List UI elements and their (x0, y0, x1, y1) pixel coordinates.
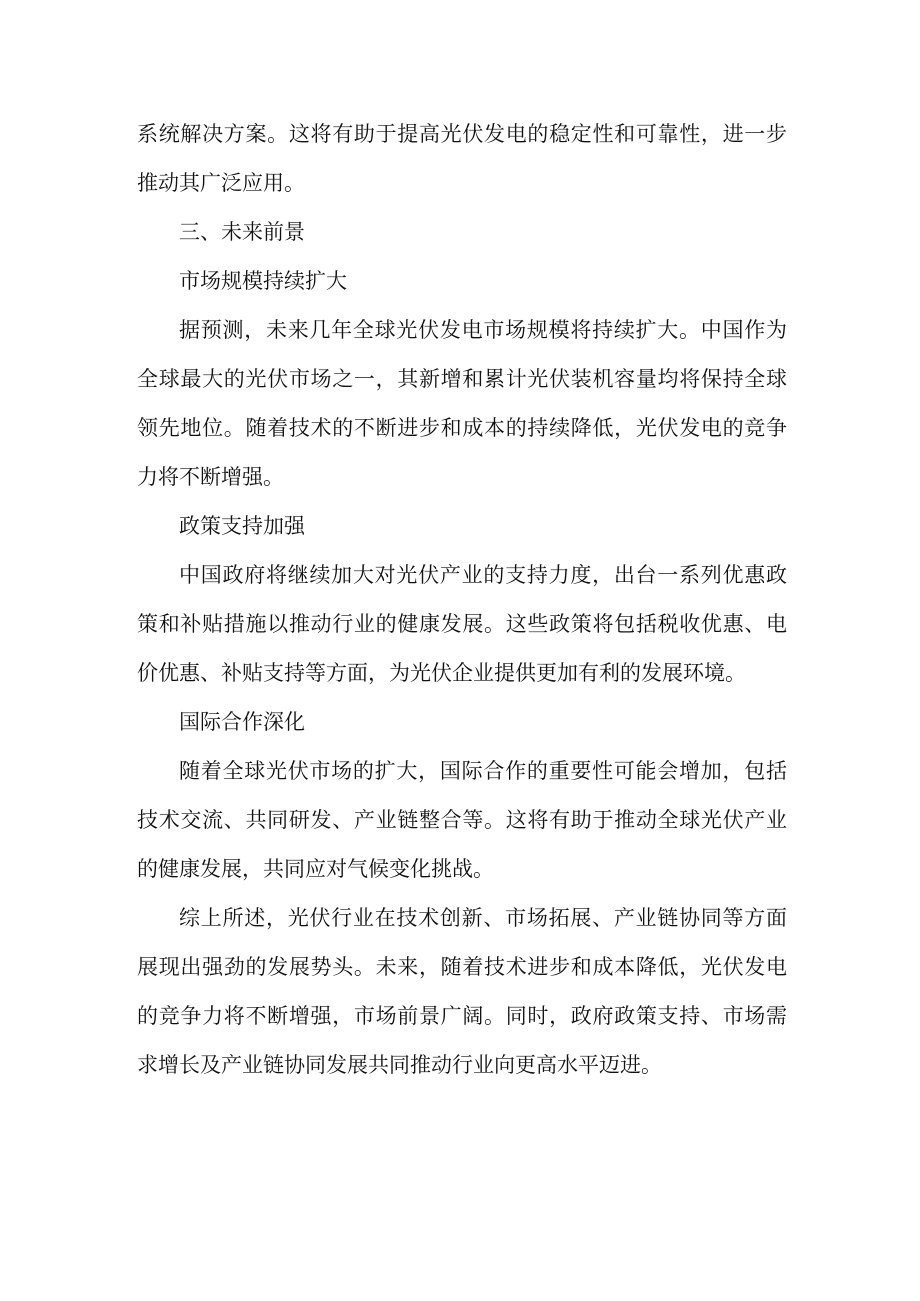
paragraph-continuation: 系统解决方案。这将有助于提高光伏发电的稳定性和可靠性，进一步推动其广泛应用。 (137, 122, 787, 195)
paragraph-summary: 综上所述，光伏行业在技术创新、市场拓展、产业链协同等方面展现出强劲的发展势头。未来，随着技术进步和成本降低，光伏发电的竞争力将不断增强，市场前景广阔。同时，政府政策支持、市场需求增长及产业链协同发展共同推动行业向更高水平迈进。 (137, 906, 787, 1077)
document-body (137, 110, 787, 1090)
subheading-policy-support: 政策支持加强 (179, 514, 305, 538)
paragraph-market-scale: 据预测，未来几年全球光伏发电市场规模将持续扩大。中国作为全球最大的光伏市场之一，其新增和累计光伏装机容量均将保持全球领先地位。随着技术的不断进步和成本的持续降低，光伏发电的竞争力将不断增强。 (137, 318, 787, 489)
section-heading-future-outlook: 三、未来前景 (179, 220, 305, 244)
subheading-international-cooperation: 国际合作深化 (179, 710, 305, 734)
paragraph-policy-support: 中国政府将继续加大对光伏产业的支持力度，出台一系列优惠政策和补贴措施以推动行业的健康发展。这些政策将包括税收优惠、电价优惠、补贴支持等方面，为光伏企业提供更加有利的发展环境。 (137, 563, 787, 685)
paragraph-international-cooperation: 随着全球光伏市场的扩大，国际合作的重要性可能会增加，包括技术交流、共同研发、产业链整合等。这将有助于推动全球光伏产业的健康发展，共同应对气候变化挑战。 (137, 759, 787, 881)
subheading-market-scale: 市场规模持续扩大 (179, 269, 347, 293)
